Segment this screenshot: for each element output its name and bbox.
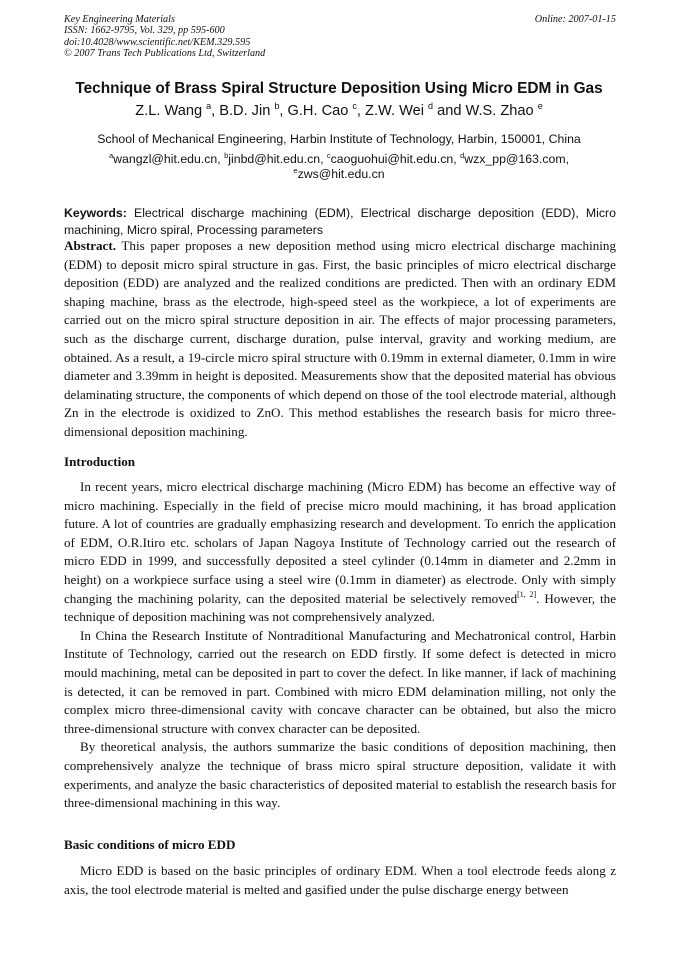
author-name: Z.L. Wang xyxy=(135,103,203,119)
copyright-line: © 2007 Trans Tech Publications Ltd, Switzerland xyxy=(64,48,266,60)
abstract-text: This paper proposes a new deposition method using micro electrical discharge machining (EDM) to deposit micro spiral structure in gas. First, the basic principles of micro electrical discharge deposition (EDD) are analyzed and the realized conditions are predicted. Then with an ordinary EDM shaping machine, brass as the electrode, high-speed steel as the workpiece, a lot of experiments are carried out on the micro spiral structure deposition in air. The effects of major processing parameters, such as the discharge current, discharge duration, pulse interval, gravity and working medium, are obtained. As a result, a 19-circle micro spiral structure with 0.19mm in external diameter, 0.1mm in wire diameter and 3.39mm in height is deposited. Measurements show that the deposited material has obvious delaminating structure, the components of which depend on those of the tool electrode material, although Zn in the electrode is oxidized to ZnO. This method establishes the research basis for micro three-dimensional deposition machining. xyxy=(64,238,616,439)
email-superscript: b xyxy=(224,151,229,160)
author-name: B.D. Jin xyxy=(219,103,271,119)
email-link[interactable]: wzx_pp@163.com xyxy=(464,152,566,166)
author-and: and xyxy=(433,103,466,119)
keywords xyxy=(64,205,616,238)
author-superscript: a xyxy=(206,101,212,111)
author-separator: , xyxy=(356,103,366,119)
email-link[interactable]: wangzl@hit.edu.cn xyxy=(113,152,218,166)
email-superscript: d xyxy=(460,151,465,160)
author-name: G.H. Cao xyxy=(287,103,349,119)
author-separator: , xyxy=(211,103,220,119)
basic-conditions-heading: Basic conditions of micro EDD xyxy=(64,837,236,852)
keywords-label: Keywords: xyxy=(64,206,127,220)
email-link[interactable]: zws@hit.edu.cn xyxy=(297,167,385,181)
email-link[interactable]: caoguohui@hit.edu.cn xyxy=(330,152,454,166)
author-superscript: b xyxy=(274,101,280,111)
issn-line: ISSN: 1662-9795, Vol. 329, pp 595-600 xyxy=(64,25,225,37)
email-superscript: a xyxy=(108,151,114,160)
author-list xyxy=(40,103,638,119)
abstract-label: Abstract. xyxy=(64,238,116,253)
online-date: Online: 2007-01-15 xyxy=(534,14,616,25)
journal-name: Key Engineering Materials xyxy=(64,14,175,25)
author-superscript: d xyxy=(428,101,434,111)
citation[interactable]: [1, 2] xyxy=(517,589,537,599)
paragraph: Micro EDD is based on the basic principles of ordinary EDM. When a tool electrode feeds along z axis, the tool electrode material is melted and gasified under the pulse discharge energy between xyxy=(64,863,616,897)
email-superscript: e xyxy=(293,166,298,175)
author-name: Z.W. Wei xyxy=(365,103,424,119)
doi-line[interactable]: doi:10.4028/www.scientific.net/KEM.329.595 xyxy=(64,36,251,48)
email-link[interactable]: jinbd@hit.edu.cn xyxy=(228,152,321,166)
introduction-heading: Introduction xyxy=(64,454,136,469)
email-list: $^a$wangzl@hit.edu.cn, $^b$jinbd@hit.edu.cn, $^c$caoguohui@hit.edu.cn, $^d$wzx_pp@163.com, $^e$zws@hit.edu.cn xyxy=(108,151,569,181)
author-superscript: c xyxy=(352,101,357,111)
email-superscript: c xyxy=(326,151,331,160)
paragraph: By theoretical analysis, the authors summarize the basic conditions of deposition machining, then comprehensively analyze the technique of brass micro spiral structure deposition, validate it with experiments, and analyze the basic characteristics of deposited material to establish the research basis for three-dimensional machining in this way. xyxy=(64,739,616,811)
paragraph-text: In recent years, micro electrical discharge machining (Micro EDM) has become an effective way of micro machining. Especially in the field of precise micro mould machining, it has broad application future. A lot of countries are gradually emphasizing research and development. To enrich the application of EDM, O.R.Itiro etc. scholars of Japan Nagoya Institute of Technology carried out the research of micro EDD in 1999, and successfully deposited a steel cylinder (0.14mm in diameter and 2.2mm in height) on a workpiece surface using a steel wire (0.1mm in diameter) as electrode. Only with simply changing the machining polarity, can the deposited material be selectively removed xyxy=(64,479,616,606)
paragraph-text: . However, the technique of deposition machining was not comprehensively analyzed. xyxy=(64,590,617,625)
author-name: W.S. Zhao xyxy=(465,103,534,119)
author-superscript: e xyxy=(537,101,543,111)
journal-header xyxy=(64,14,616,60)
paper-title: Technique of Brass Spiral Structure Deposition Using Micro EDM in Gas xyxy=(75,80,603,97)
keywords-text: Electrical discharge machining (EDM), Electrical discharge deposition (EDD), Micro machining, Micro spiral, Processing parameters xyxy=(64,206,616,237)
introduction-body xyxy=(64,478,616,813)
paragraph: In China the Research Institute of Nontraditional Manufacturing and Mechatronical control, Harbin Institute of Technology, carried out the research on EDD firstly. If some defect is detected in micro mould machining, metal can be deposited in part to cover the defect. In like manner, if lack of machining is detected, it can be removed in part. Combined with micro EDM delamination milling, not only the complex micro three-dimensional cavity with concave character can be obtained, but also the micro three-dimensional structure with convex character can be deposited. xyxy=(64,627,616,736)
affiliation: School of Mechanical Engineering, Harbin Institute of Technology, Harbin, 150001, China xyxy=(97,132,581,146)
paragraph xyxy=(64,478,616,627)
author-separator: , xyxy=(279,103,288,119)
basic-conditions-body xyxy=(64,862,616,899)
abstract xyxy=(64,237,616,442)
